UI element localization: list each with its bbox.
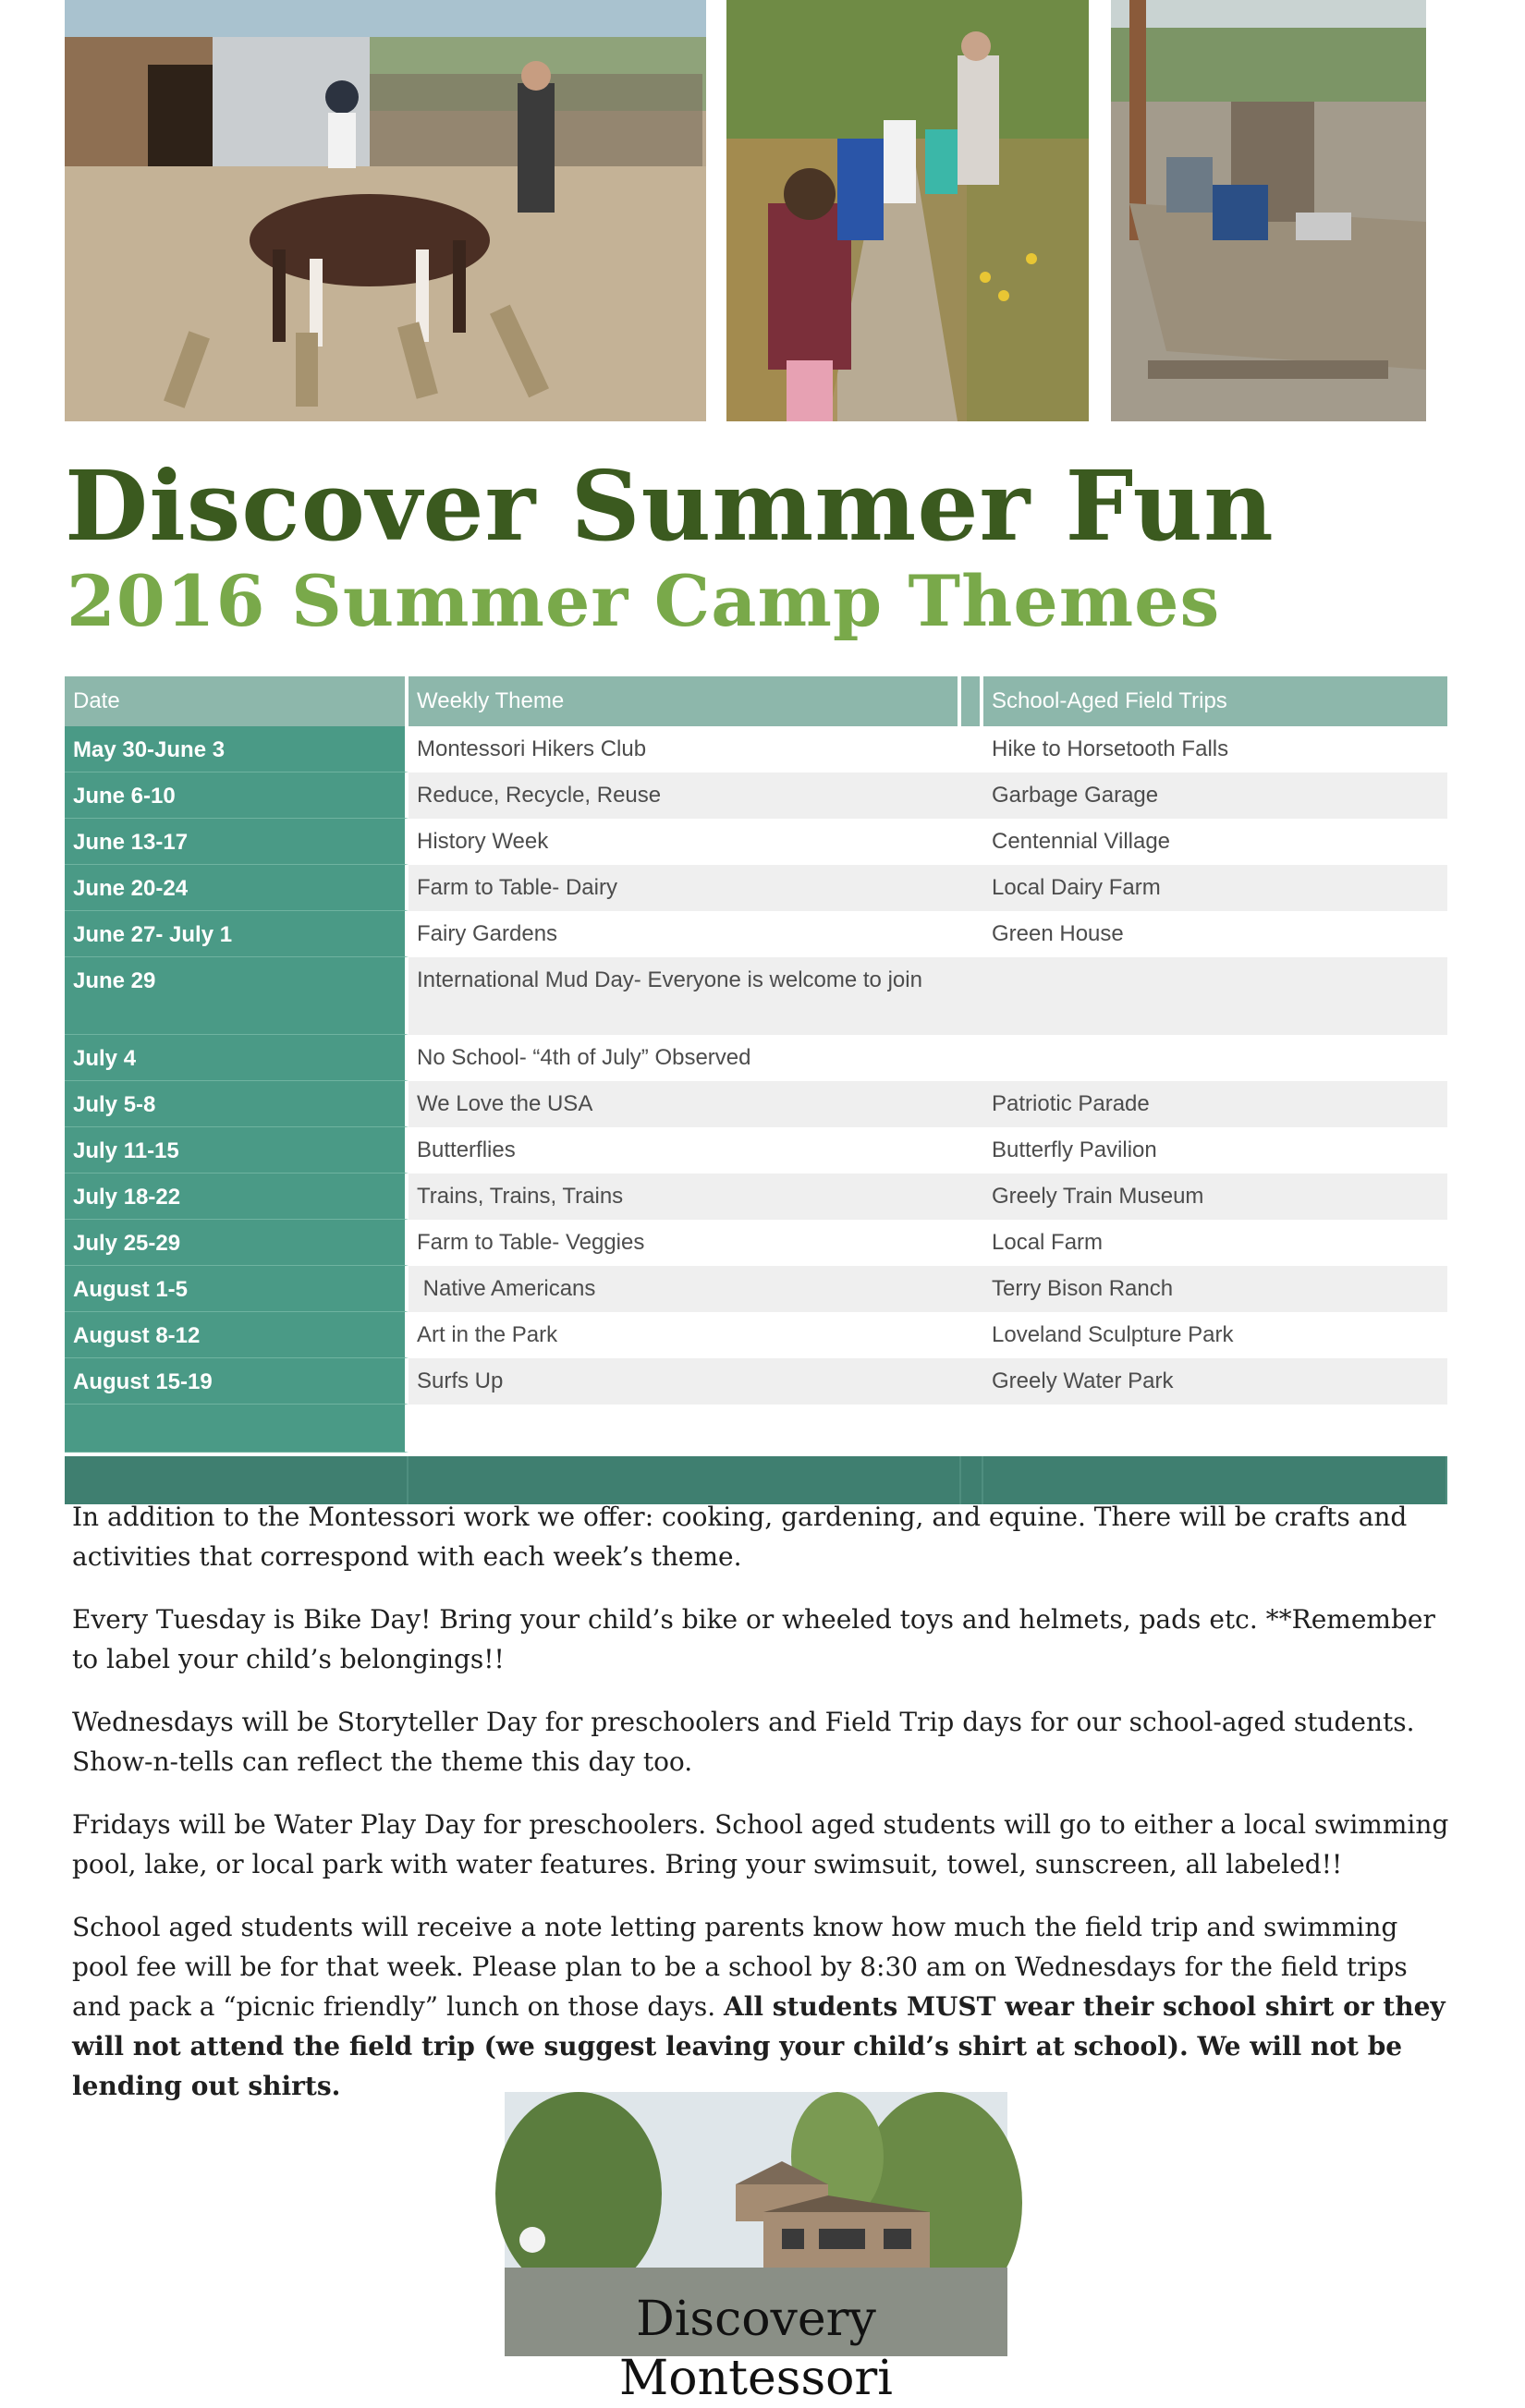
page-subtitle: 2016 Summer Camp Themes — [67, 560, 1221, 642]
row-date: August 15-19 — [65, 1358, 409, 1405]
row-date: June 29 — [65, 957, 409, 1035]
row-spacer — [961, 772, 983, 819]
camp-themes-table — [65, 676, 1447, 1504]
row-date: June 6-10 — [65, 772, 409, 819]
row-date: May 30-June 3 — [65, 726, 409, 772]
row-theme: Surfs Up — [409, 1358, 961, 1405]
row-date: July 18-22 — [65, 1174, 409, 1220]
school-shirt-notice: All students MUST wear their school shirt or they will not attend the field trip (we suggest leaving your child’s shirt at school). We will not be lending out shirts. — [72, 1991, 1446, 2101]
row-trip — [983, 1035, 1447, 1081]
row-date: July 25-29 — [65, 1220, 409, 1266]
row-date: June 20-24 — [65, 865, 409, 911]
row-trip: Hike to Horsetooth Falls — [992, 736, 1229, 761]
row-trip: Centennial Village — [992, 829, 1171, 854]
table-row — [65, 957, 1447, 1035]
row-trip: Patriotic Parade — [983, 1081, 1447, 1127]
row-theme: Farm to Table- Veggies — [417, 1230, 645, 1255]
camp-details — [72, 1497, 1449, 2129]
row-theme: International Mud Day- Everyone is welcome to join — [409, 957, 961, 1035]
row-spacer — [961, 1358, 983, 1405]
row-date: July 5-8 — [65, 1081, 409, 1127]
table-row — [65, 911, 1447, 957]
row-theme-empty — [409, 1405, 961, 1453]
row-theme: No School- “4th of July” Observed — [417, 1045, 751, 1070]
row-spacer — [961, 1312, 983, 1358]
photo-children-trail — [726, 0, 1089, 421]
row-theme: Art in the Park — [417, 1322, 558, 1347]
row-date: July 4 — [65, 1035, 409, 1081]
row-spacer — [961, 1174, 983, 1220]
header-spacer — [961, 676, 983, 726]
row-spacer — [961, 819, 983, 865]
row-trip: Butterfly Pavilion — [992, 1137, 1157, 1162]
row-trip: Greely Water Park — [983, 1358, 1447, 1405]
paragraph-bike-day: Every Tuesday is Bike Day! Bring your child’s bike or wheeled toys and helmets, pads etc. **Remember to label your child’s belongings!! — [72, 1604, 1435, 1674]
paragraph-storyteller-day: Wednesdays will be Storyteller Day for preschoolers and Field Trip days for our school-aged students. Show-n-tells can reflect the theme this day too. — [72, 1707, 1415, 1777]
row-trip: Terry Bison Ranch — [983, 1266, 1447, 1312]
row-date: August 8-12 — [65, 1312, 409, 1358]
table-row — [65, 819, 1447, 865]
row-spacer — [961, 1220, 983, 1266]
table-row — [65, 726, 1447, 772]
row-spacer — [961, 1035, 983, 1081]
table-row-empty — [65, 1405, 1447, 1453]
row-spacer — [961, 726, 983, 772]
row-theme: History Week — [417, 829, 549, 854]
row-spacer — [961, 1081, 983, 1127]
row-date: August 1-5 — [65, 1266, 409, 1312]
table-body — [65, 726, 1447, 1453]
row-theme: Montessori Hikers Club — [417, 736, 647, 761]
row-spacer — [961, 1266, 983, 1312]
row-trip: Garbage Garage — [983, 772, 1447, 819]
table-row — [65, 1266, 1447, 1312]
row-trip: Local Dairy Farm — [983, 865, 1447, 911]
header-field-trips: School-Aged Field Trips — [992, 688, 1227, 713]
table-row — [65, 772, 1447, 819]
row-trip — [983, 957, 1447, 1035]
header-date: Date — [65, 676, 409, 726]
table-row — [65, 1174, 1447, 1220]
table-row — [65, 865, 1447, 911]
row-theme: Fairy Gardens — [417, 921, 558, 946]
row-spacer — [961, 865, 983, 911]
photo-mud-kitchen — [1111, 0, 1426, 421]
row-spacer — [961, 1405, 983, 1453]
row-theme: Farm to Table- Dairy — [409, 865, 961, 911]
row-trip: Loveland Sculpture Park — [992, 1322, 1234, 1347]
row-theme: Reduce, Recycle, Reuse — [409, 772, 961, 819]
table-header — [65, 676, 1447, 726]
row-spacer — [961, 957, 983, 1035]
header-weekly-theme: Weekly Theme — [409, 676, 961, 726]
paragraph-water-play-day: Fridays will be Water Play Day for preschoolers. School aged students will go to either a local swimming pool, lake, or local park with water features. Bring your swimsuit, towel, sunscreen, all labeled!! — [72, 1809, 1449, 1879]
row-theme: We Love the USA — [409, 1081, 961, 1127]
row-date-empty — [65, 1405, 409, 1453]
table-row — [65, 1081, 1447, 1127]
field-trip-info-text: School aged students will receive a note letting parents know how much the field trip and swimming pool fee will be for that week. Please plan to be a school by 8:30 am on Wednesdays for the field trips and pack a “picnic friendly” lunch on those days. — [72, 1912, 1408, 2022]
paragraph-activities: In addition to the Montessori work we offer: cooking, gardening, and equine. There will be crafts and activities that correspond with each week’s theme. — [72, 1502, 1408, 1572]
row-spacer — [961, 911, 983, 957]
row-date: July 11-15 — [65, 1127, 409, 1174]
page-title: Discover Summer Fun — [65, 449, 1275, 563]
table-row — [65, 1035, 1447, 1081]
table-row — [65, 1312, 1447, 1358]
row-spacer — [961, 1127, 983, 1174]
school-name-caption: Discovery Montessori — [619, 2292, 893, 2406]
row-theme: Native Americans — [409, 1266, 961, 1312]
table-row — [65, 1220, 1447, 1266]
row-trip: Local Farm — [992, 1230, 1104, 1255]
row-theme: Trains, Trains, Trains — [409, 1174, 961, 1220]
table-row — [65, 1127, 1447, 1174]
paragraph-field-trip-info — [72, 1907, 1449, 2106]
row-theme: Butterflies — [417, 1137, 516, 1162]
row-trip-empty — [983, 1405, 1447, 1453]
row-trip: Green House — [992, 921, 1124, 946]
row-date: June 13-17 — [65, 819, 409, 865]
row-date: June 27- July 1 — [65, 911, 409, 957]
table-row — [65, 1358, 1447, 1405]
photo-pony-ride — [65, 0, 706, 421]
row-trip: Greely Train Museum — [983, 1174, 1447, 1220]
